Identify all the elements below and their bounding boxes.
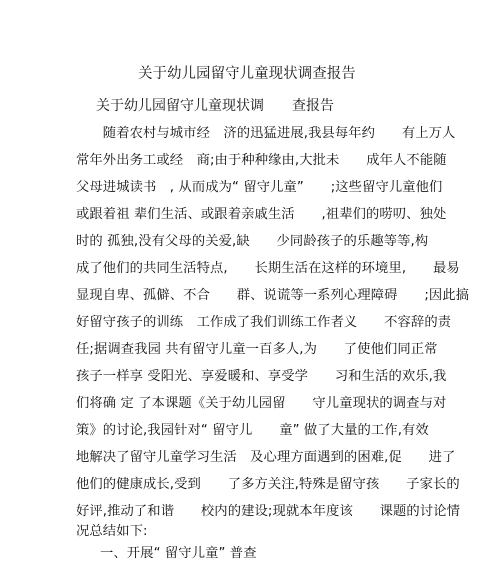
paragraph-line: 时的 孤独,没有父母的关爱,缺 少同龄孩子的乐趣等等,构	[76, 234, 429, 249]
paragraph-line: 显现自卑、孤僻、不合 群、说谎等一系列心理障碍 ;因此搞	[76, 288, 470, 303]
paragraph-line: 随着农村与城市经 济的迅猛进展,我县每年约 有上万人	[76, 126, 456, 141]
paragraph-line: 地解决了留守儿童学习生活 及心理方面遇到的困难,促 进了	[76, 450, 456, 465]
paragraph-line: 策》的讨论,我园针对“ 留守儿 童” 做了大量的工作,有效	[76, 423, 429, 438]
paragraph-line: 任;据调查我园 共有留守儿童一百多人,为 了使他们同正常	[76, 342, 438, 357]
paragraph-line: 们将确 定 了本课题《关于幼儿园留 守儿童现状的调查与对	[76, 396, 447, 411]
paragraph-line: 或跟着祖 辈们生活、或跟着亲戚生活 ,祖辈们的唠叨、独处	[76, 207, 447, 222]
paragraph-line: 孩子一样享 受阳光、享爱暖和、享受学 习和生活的欢乐,我	[76, 369, 447, 384]
section-heading: 一、开展“ 留守儿童” 普查	[100, 546, 257, 561]
paragraph-line: 成了他们的共同生活特点, 长期生活在这样的环境里, 最易	[76, 261, 460, 276]
paragraph-line: 好评,推动了和谐 校内的建设;现就本年度该 课题的讨论情	[76, 504, 461, 519]
document-subtitle: 关于幼儿园留守儿童现状调 查报告	[96, 98, 334, 114]
paragraph-line: 况总结如下:	[76, 524, 148, 539]
paragraph-line: 他们的健康成长,受到 了多方关注,特殊是留守孩 子家长的	[76, 477, 460, 492]
document-title: 关于幼儿园留守儿童现状调查报告	[138, 66, 356, 82]
paragraph-line: 常年外出务工或经 商;由于种种缘由,大批未 成年人不能随	[76, 153, 447, 168]
paragraph-line: 好留守孩子的训练 工作成了我们训练工作者义 不容辞的责	[76, 315, 452, 330]
paragraph-line: 父母进城读书 , 从而成为“ 留守儿童” ;这些留守儿童他们	[76, 180, 443, 195]
